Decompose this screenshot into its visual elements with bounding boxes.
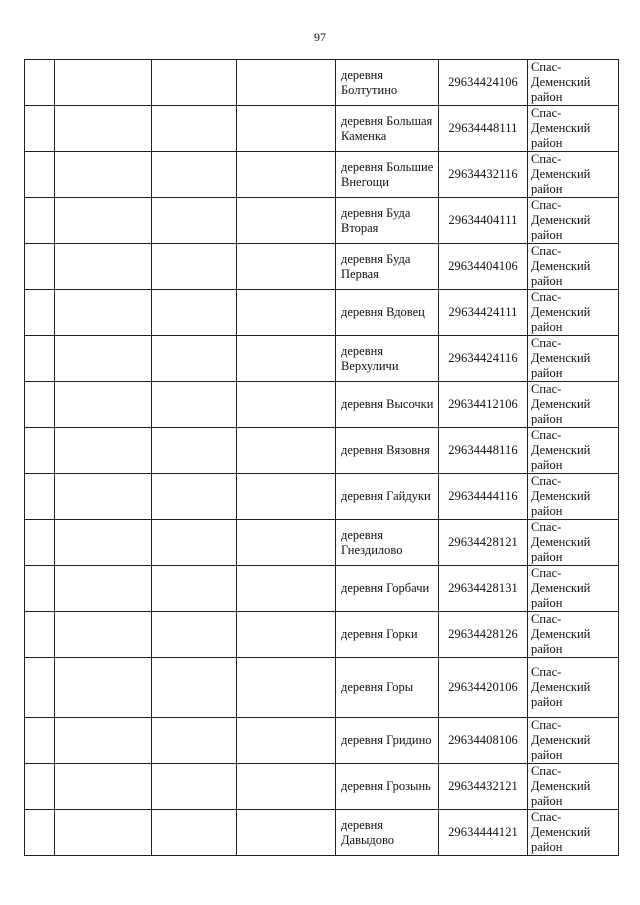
district-name: Спас-Деменский район [528, 290, 619, 336]
table-row [25, 810, 619, 856]
cell-empty [237, 336, 336, 382]
cell-empty [55, 198, 152, 244]
cell-empty [152, 60, 237, 106]
district-name: Спас-Деменский район [528, 810, 619, 856]
cell-empty [152, 336, 237, 382]
cell-empty [152, 566, 237, 612]
settlement-name: деревня Горы [336, 658, 439, 718]
cell-empty [55, 566, 152, 612]
cell-empty [55, 244, 152, 290]
oktmo-code: 29634424111 [439, 290, 528, 336]
cell-index [25, 106, 55, 152]
cell-empty [152, 810, 237, 856]
settlement-name: деревня Давыдово [336, 810, 439, 856]
cell-empty [152, 290, 237, 336]
cell-empty [152, 244, 237, 290]
table-row [25, 566, 619, 612]
district-name: Спас-Деменский район [528, 382, 619, 428]
district-name: Спас-Деменский район [528, 336, 619, 382]
oktmo-code: 29634408106 [439, 718, 528, 764]
district-name: Спас-Деменский район [528, 428, 619, 474]
cell-empty [55, 60, 152, 106]
district-name: Спас-Деменский район [528, 612, 619, 658]
table-row [25, 198, 619, 244]
table-row [25, 152, 619, 198]
cell-empty [237, 520, 336, 566]
oktmo-code: 29634424106 [439, 60, 528, 106]
settlement-name: деревня Гнездилово [336, 520, 439, 566]
oktmo-code: 29634432116 [439, 152, 528, 198]
table-row [25, 764, 619, 810]
cell-index [25, 336, 55, 382]
cell-empty [237, 382, 336, 428]
cell-empty [237, 612, 336, 658]
cell-empty [55, 428, 152, 474]
cell-index [25, 764, 55, 810]
cell-empty [237, 566, 336, 612]
table-row [25, 244, 619, 290]
district-name: Спас-Деменский район [528, 718, 619, 764]
cell-empty [55, 290, 152, 336]
cell-empty [55, 106, 152, 152]
cell-empty [152, 658, 237, 718]
cell-empty [152, 382, 237, 428]
cell-empty [55, 336, 152, 382]
cell-empty [237, 428, 336, 474]
district-name: Спас-Деменский район [528, 658, 619, 718]
settlement-name: деревня Горбачи [336, 566, 439, 612]
table-row [25, 520, 619, 566]
settlement-name: деревня Гайдуки [336, 474, 439, 520]
settlement-name: деревня Грозынь [336, 764, 439, 810]
cell-empty [237, 474, 336, 520]
cell-index [25, 718, 55, 764]
cell-empty [152, 106, 237, 152]
cell-empty [237, 658, 336, 718]
cell-empty [237, 718, 336, 764]
table-row [25, 290, 619, 336]
table-row [25, 336, 619, 382]
cell-empty [237, 810, 336, 856]
cell-empty [55, 718, 152, 764]
cell-empty [152, 198, 237, 244]
cell-empty [152, 764, 237, 810]
district-name: Спас-Деменский район [528, 198, 619, 244]
district-name: Спас-Деменский район [528, 764, 619, 810]
settlement-name: деревня Большие Внегощи [336, 152, 439, 198]
table-row [25, 60, 619, 106]
cell-empty [237, 106, 336, 152]
settlement-name: деревня Вязовня [336, 428, 439, 474]
oktmo-code: 29634448116 [439, 428, 528, 474]
cell-index [25, 520, 55, 566]
oktmo-code: 29634428131 [439, 566, 528, 612]
district-name: Спас-Деменский район [528, 566, 619, 612]
cell-empty [55, 612, 152, 658]
oktmo-code: 29634444121 [439, 810, 528, 856]
table-row [25, 474, 619, 520]
settlement-name: деревня Болтутино [336, 60, 439, 106]
settlement-name: деревня Буда Первая [336, 244, 439, 290]
district-name: Спас-Деменский район [528, 474, 619, 520]
cell-index [25, 290, 55, 336]
cell-index [25, 152, 55, 198]
table-row [25, 106, 619, 152]
settlement-name: деревня Вдовец [336, 290, 439, 336]
cell-empty [152, 612, 237, 658]
cell-empty [152, 474, 237, 520]
district-name: Спас-Деменский район [528, 106, 619, 152]
settlement-name: деревня Большая Каменка [336, 106, 439, 152]
cell-empty [237, 764, 336, 810]
cell-index [25, 60, 55, 106]
cell-index [25, 382, 55, 428]
settlement-table [24, 59, 619, 856]
settlement-name: деревня Верхуличи [336, 336, 439, 382]
district-name: Спас-Деменский район [528, 152, 619, 198]
cell-index [25, 244, 55, 290]
oktmo-code: 29634448111 [439, 106, 528, 152]
table-row [25, 428, 619, 474]
cell-empty [237, 60, 336, 106]
cell-empty [55, 152, 152, 198]
cell-empty [55, 764, 152, 810]
cell-index [25, 810, 55, 856]
oktmo-code: 29634428121 [439, 520, 528, 566]
table-row [25, 658, 619, 718]
cell-empty [55, 658, 152, 718]
district-name: Спас-Деменский район [528, 520, 619, 566]
cell-empty [55, 810, 152, 856]
settlement-name: деревня Гридино [336, 718, 439, 764]
oktmo-code: 29634432121 [439, 764, 528, 810]
cell-empty [55, 382, 152, 428]
cell-empty [152, 520, 237, 566]
oktmo-code: 29634444116 [439, 474, 528, 520]
settlement-name: деревня Высочки [336, 382, 439, 428]
table-row [25, 612, 619, 658]
district-name: Спас-Деменский район [528, 244, 619, 290]
oktmo-code: 29634404106 [439, 244, 528, 290]
cell-empty [55, 474, 152, 520]
cell-empty [152, 152, 237, 198]
oktmo-code: 29634428126 [439, 612, 528, 658]
cell-empty [237, 244, 336, 290]
cell-index [25, 198, 55, 244]
cell-index [25, 612, 55, 658]
cell-empty [152, 428, 237, 474]
oktmo-code: 29634412106 [439, 382, 528, 428]
oktmo-code: 29634424116 [439, 336, 528, 382]
cell-empty [237, 290, 336, 336]
cell-index [25, 658, 55, 718]
settlement-name: деревня Буда Вторая [336, 198, 439, 244]
table-row [25, 718, 619, 764]
district-name: Спас-Деменский район [528, 60, 619, 106]
cell-empty [237, 198, 336, 244]
page-number: 97 [314, 30, 326, 44]
cell-index [25, 566, 55, 612]
cell-index [25, 428, 55, 474]
cell-empty [152, 718, 237, 764]
oktmo-code: 29634420106 [439, 658, 528, 718]
cell-empty [237, 152, 336, 198]
table-row [25, 382, 619, 428]
oktmo-code: 29634404111 [439, 198, 528, 244]
cell-index [25, 474, 55, 520]
cell-empty [55, 520, 152, 566]
settlement-name: деревня Горки [336, 612, 439, 658]
